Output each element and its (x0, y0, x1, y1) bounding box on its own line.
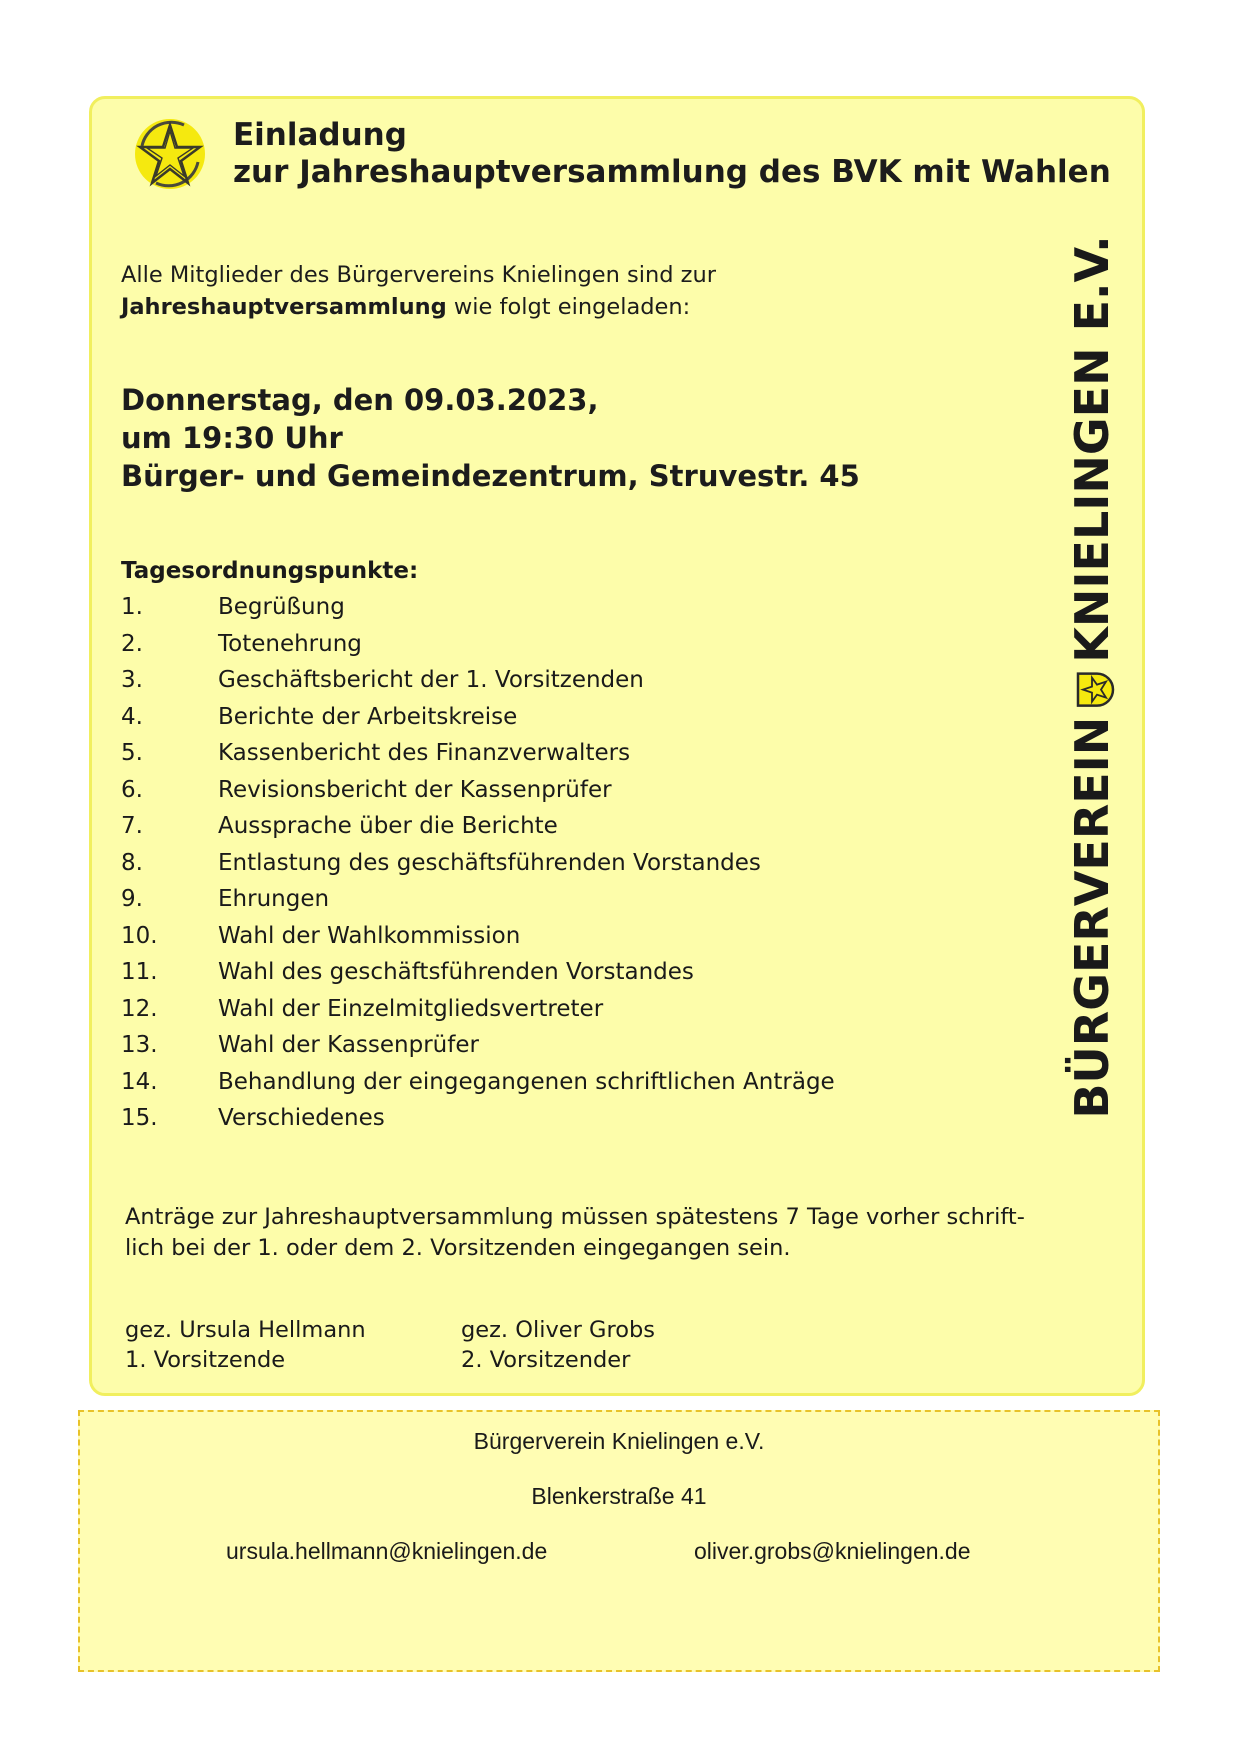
agenda-item-number: 13. (121, 1032, 158, 1058)
agenda-item-number: 10. (121, 922, 158, 949)
agenda-item-number: 11. (121, 959, 158, 985)
agenda-item (121, 1100, 835, 1137)
agenda-item (121, 845, 835, 882)
event-location: Bürger- und Gemeindezentrum, Struvestr. 45 (121, 459, 860, 493)
intro-paragraph (121, 259, 716, 323)
agenda-item (121, 662, 835, 699)
agenda-list (121, 589, 835, 1137)
vertical-brand-logo (1062, 235, 1122, 1119)
agenda-item-number: 6. (121, 776, 143, 803)
email-link-second-chair[interactable]: oliver.grobs@knielingen.de (694, 1538, 971, 1564)
agenda-item-text: Aussprache über die Berichte (218, 813, 558, 839)
agenda-item (121, 991, 835, 1028)
agenda-item-number: 14. (121, 1068, 158, 1095)
signature-name: gez. Oliver Grobs (461, 1317, 655, 1343)
title-line-2: zur Jahreshauptversammlung des BVK mit Wahlen (233, 154, 1111, 190)
email-link-first-chair[interactable]: ursula.hellmann@knielingen.de (226, 1538, 548, 1564)
signature-name: gez. Ursula Hellmann (125, 1317, 366, 1343)
intro-line-2-rest: wie folgt eingeladen: (446, 294, 691, 320)
title-line-1: Einladung (233, 117, 407, 153)
agenda-item (121, 626, 835, 663)
event-details (121, 381, 860, 495)
signature-role: 2. Vorsitzender (461, 1347, 631, 1373)
agenda-item (121, 881, 835, 918)
brand-part-1: BÜRGERVEREIN (1065, 716, 1119, 1119)
agenda-item (121, 1064, 835, 1101)
agenda-item-number: 8. (121, 849, 143, 876)
contact-address: Blenkerstraße 41 (531, 1483, 707, 1509)
agenda-item-text: Ehrungen (218, 886, 330, 912)
page-title (233, 117, 1111, 191)
agenda-item-text: Behandlung der eingegangenen schriftlichen Anträge (218, 1068, 835, 1095)
agenda-item-text: Begrüßung (218, 594, 345, 620)
agenda-item-number: 4. (121, 703, 143, 730)
contact-box (78, 1410, 1160, 1672)
agenda-heading: Tagesordnungspunkte: (121, 558, 419, 584)
signature-second-chair (461, 1315, 655, 1375)
agenda-item (121, 772, 835, 809)
agenda-item-text: Wahl der Kassenprüfer (218, 1032, 479, 1058)
intro-line-1: Alle Mitglieder des Bürgervereins Knielingen sind zur (121, 262, 716, 288)
agenda-item (121, 699, 835, 736)
agenda-item-text: Geschäftsbericht der 1. Vorsitzenden (218, 667, 644, 693)
intro-bold-term: Jahreshauptversammlung (121, 294, 447, 320)
brand-wordmark (1065, 235, 1119, 1118)
agenda-item-number: 3. (121, 667, 143, 693)
agenda-item-text: Wahl der Wahlkommission (218, 922, 521, 949)
agenda-item-text: Berichte der Arbeitskreise (218, 703, 518, 730)
agenda-item-text: Revisionsbericht der Kassenprüfer (218, 776, 612, 803)
agenda-item-number: 9. (121, 886, 143, 912)
agenda-item-number: 5. (121, 740, 143, 766)
agenda-item-number: 1. (121, 594, 143, 620)
signature-role: 1. Vorsitzende (125, 1347, 286, 1373)
invitation-card (89, 96, 1145, 1396)
agenda-item (121, 735, 835, 772)
signature-first-chair (125, 1315, 366, 1375)
agenda-item-text: Wahl des geschäftsführenden Vorstandes (218, 959, 694, 985)
contact-organization: Bürgerverein Knielingen e.V. (473, 1428, 765, 1454)
deadline-note (125, 1202, 1025, 1264)
agenda-item (121, 954, 835, 991)
pentagram-shield-icon (1072, 671, 1112, 709)
pentagram-badge-icon (132, 116, 208, 192)
brand-part-2: KNIELINGEN E.V. (1065, 235, 1119, 663)
agenda-item-text: Entlastung des geschäftsführenden Vorstandes (218, 849, 761, 876)
deadline-line-2: lich bei der 1. oder dem 2. Vorsitzenden eingegangen sein. (125, 1235, 791, 1261)
agenda-item (121, 589, 835, 626)
event-date: Donnerstag, den 09.03.2023, (121, 383, 599, 417)
agenda-item-number: 7. (121, 813, 143, 839)
agenda-item-number: 12. (121, 995, 158, 1022)
agenda-item (121, 808, 835, 845)
agenda-item-text: Kassenbericht des Finanzverwalters (218, 740, 631, 766)
deadline-line-1: Anträge zur Jahreshauptversammlung müssen spätestens 7 Tage vorher schrift- (125, 1204, 1025, 1230)
agenda-item (121, 918, 835, 955)
agenda-item (121, 1027, 835, 1064)
agenda-item-number: 2. (121, 630, 143, 657)
agenda-item-text: Wahl der Einzelmitgliedsvertreter (218, 995, 604, 1022)
agenda-item-text: Verschiedenes (218, 1105, 385, 1131)
intro-line-2 (121, 291, 716, 323)
agenda-item-number: 15. (121, 1105, 158, 1131)
agenda-item-text: Totenehrung (218, 630, 362, 657)
event-time: um 19:30 Uhr (121, 421, 343, 455)
